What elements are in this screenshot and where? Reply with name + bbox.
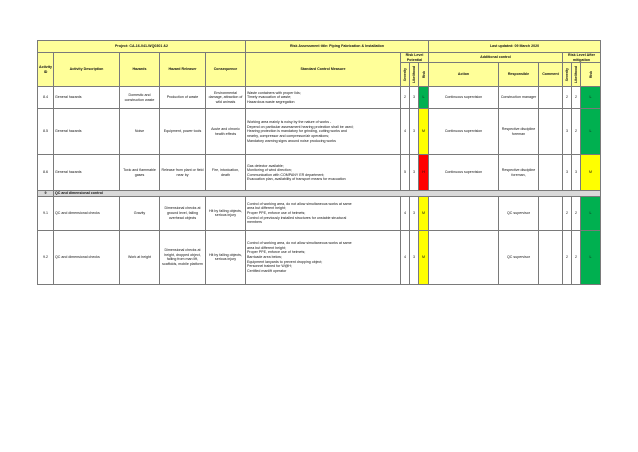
table-row — [38, 109, 601, 155]
row-control-measures — [246, 230, 401, 284]
row-likelihood-after: 2 — [572, 230, 581, 284]
row-hazards: Domestic and construction waste — [120, 87, 160, 109]
row-severity-after: 3 — [563, 155, 572, 191]
row-risk-after: L — [581, 109, 601, 155]
control-measure-line: Control of working area, do not allow simultaneous works at same — [247, 201, 352, 206]
row-activity: QC and dimensional checks — [54, 230, 120, 284]
row-consequence: Hit by falling objects, serious injury — [206, 196, 246, 230]
col-risk: Risk — [421, 71, 426, 79]
col-additional-control: Additional control — [429, 53, 563, 63]
col-comment: Comment — [539, 63, 563, 87]
row-severity: 4 — [401, 230, 410, 284]
control-measure-line: members — [247, 220, 262, 225]
row-activity: General hazards — [54, 109, 120, 155]
row-severity-after: 2 — [563, 230, 572, 284]
table-body-general — [38, 87, 601, 191]
row-risk: L — [419, 87, 429, 109]
row-severity-after: 2 — [563, 196, 572, 230]
control-measure-line: Certified manlift operator — [247, 268, 287, 273]
control-measure-line: Control of working area, do not allow simultaneous works at same — [247, 241, 352, 246]
row-id: 9.1 — [38, 196, 54, 230]
row-id: 8.6 — [38, 155, 54, 191]
row-severity: 2 — [401, 87, 410, 109]
row-consequence: Hit by falling objects, serious injury — [206, 230, 246, 284]
control-measure-line: Proper PPE, enforce use of helmets; — [247, 210, 306, 215]
row-comment — [539, 230, 563, 284]
control-measure-line: Communication with COMPANY ER department; — [247, 172, 325, 177]
col-risk-level-potential: Risk Level Potential — [401, 53, 429, 63]
control-measure-line: Equipment lanyards to prevent dropping object; — [247, 259, 323, 264]
control-measure-line: area but different height; — [247, 245, 286, 250]
row-control-measures — [246, 155, 401, 191]
row-action: Continuous supervision — [429, 109, 499, 155]
control-measure-line: nearby, compressor and compressor/air operations; — [247, 133, 330, 138]
row-id: 8.4 — [38, 87, 54, 109]
control-measure-line: Waste containers with proper lids; — [247, 90, 301, 95]
row-consequence: Environmental damage, attraction of wild animals — [206, 87, 246, 109]
control-measure-line: Mandatory warning signs around noise producing works — [247, 138, 336, 143]
row-action: Continuous supervision — [429, 155, 499, 191]
control-measure-line: Control of previously installed structures for unstable structural — [247, 215, 347, 220]
row-id: 9.2 — [38, 230, 54, 284]
col-action: Action — [429, 63, 499, 87]
row-activity: QC and dimensional checks — [54, 196, 120, 230]
row-comment — [539, 196, 563, 230]
row-control-measures — [246, 109, 401, 155]
row-control-measures — [246, 196, 401, 230]
col-responsible: Responsible — [499, 63, 539, 87]
row-likelihood: 3 — [410, 230, 419, 284]
row-likelihood: 3 — [410, 87, 419, 109]
row-responsible: Respective discipline foreman — [499, 109, 539, 155]
control-measure-line: Personnel trained for W@H; — [247, 264, 292, 269]
row-severity-after: 3 — [563, 109, 572, 155]
row-severity: 5 — [401, 155, 410, 191]
control-measure-line: Monitoring of wind direction; — [247, 168, 292, 173]
row-action — [429, 230, 499, 284]
last-updated: Last updated: 09 March 2020 — [429, 41, 601, 53]
control-measure-line: Barricade area below; — [247, 254, 282, 259]
row-likelihood: 3 — [410, 109, 419, 155]
col-severity-after: Severity — [565, 68, 569, 82]
row-likelihood-after: 2 — [572, 196, 581, 230]
row-action: Continuous supervision — [429, 87, 499, 109]
row-likelihood-after: 3 — [572, 155, 581, 191]
risk-assessment-table — [37, 40, 601, 285]
row-risk-after: L — [581, 230, 601, 284]
control-measure-line: Timely evacuation of waste; — [247, 95, 292, 100]
row-hazards: Gravity — [120, 196, 160, 230]
col-activity-id: Activity ID — [38, 53, 54, 87]
col-consequence: Consequence — [206, 53, 246, 87]
row-control-measures — [246, 87, 401, 109]
control-measure-line: Evacuation plan, availability of transport means for evacuation — [247, 177, 346, 182]
row-severity-after: 2 — [563, 87, 572, 109]
col-standard-control-measure: Standard Control Measure — [246, 53, 401, 87]
col-activity-description: Activity Description — [54, 53, 120, 87]
row-activity: General hazards — [54, 87, 120, 109]
row-responsible: Construction manager — [499, 87, 539, 109]
col-severity: Severity — [403, 68, 407, 82]
row-risk: M — [419, 196, 429, 230]
row-id: 8.5 — [38, 109, 54, 155]
control-measure-line: Hazardous waste segregation — [247, 99, 295, 104]
row-consequence: Acute and chronic health effects — [206, 109, 246, 155]
control-measure-line: Gas detector available; — [247, 163, 284, 168]
row-hazards: Work at height — [120, 230, 160, 284]
row-hazards: Noise — [120, 109, 160, 155]
row-comment — [539, 109, 563, 155]
col-hazards: Hazards — [120, 53, 160, 87]
row-releaser: Release from plant or field near by — [160, 155, 206, 191]
row-risk-after: M — [581, 155, 601, 191]
row-releaser: Production of waste — [160, 87, 206, 109]
section-title: QC and dimensional control — [54, 191, 601, 197]
row-releaser: Dimensional checks at ground level, falling overhead objects — [160, 196, 206, 230]
col-risk-after: Risk — [588, 71, 593, 79]
title-row — [38, 41, 601, 53]
col-likelihood: Likelihood — [412, 66, 416, 84]
row-consequence: Fire, intoxication, death — [206, 155, 246, 191]
row-likelihood-after: 2 — [572, 87, 581, 109]
control-measure-line: Depend on particular assessment hearing protection shall be used; — [247, 124, 354, 129]
header-row-1 — [38, 53, 601, 63]
control-measure-line: Proper PPE, enforce use of helmets; — [247, 250, 306, 255]
table-row — [38, 87, 601, 109]
row-action — [429, 196, 499, 230]
row-responsible: QC supervisor — [499, 196, 539, 230]
row-responsible: Respective discipline foreman, — [499, 155, 539, 191]
row-responsible: QC supervisor — [499, 230, 539, 284]
col-risk-level-after: Risk Level After mitigation — [563, 53, 601, 63]
row-activity: General hazards — [54, 155, 120, 191]
row-hazards: Toxic and flammable gases — [120, 155, 160, 191]
control-measure-line: area but different height; — [247, 206, 286, 211]
table-row — [38, 155, 601, 191]
table-body-qc — [38, 196, 601, 284]
table-row — [38, 230, 601, 284]
row-severity: 4 — [401, 196, 410, 230]
row-risk: H — [419, 155, 429, 191]
risk-assessment-sheet — [37, 40, 600, 285]
row-risk: M — [419, 109, 429, 155]
col-hazard-releaser: Hazard Releaser — [160, 53, 206, 87]
row-comment — [539, 87, 563, 109]
row-risk-after: L — [581, 87, 601, 109]
row-severity: 4 — [401, 109, 410, 155]
row-likelihood: 3 — [410, 155, 419, 191]
row-likelihood-after: 2 — [572, 109, 581, 155]
section-id: 9 — [38, 191, 54, 197]
assessment-title: Risk Assessment title: Piping Fabrication & Installation — [246, 41, 429, 53]
row-releaser: Equipment, power tools — [160, 109, 206, 155]
row-comment — [539, 155, 563, 191]
row-risk: M — [419, 230, 429, 284]
project-label: Project: CA-16-041-WQ0301 &2 — [38, 41, 246, 53]
control-measure-line: Hearing protection is mandatory for grinding, cutting works and — [247, 129, 347, 134]
row-releaser: Dimensional checks at height, dropped object, falling from man lift, scaffolds, mobile platform — [160, 230, 206, 284]
row-risk-after: L — [581, 196, 601, 230]
control-measure-line: Working area mainly is noisy by the nature of works - — [247, 120, 332, 125]
col-likelihood-after: Likelihood — [574, 66, 578, 84]
row-likelihood: 3 — [410, 196, 419, 230]
table-row — [38, 196, 601, 230]
